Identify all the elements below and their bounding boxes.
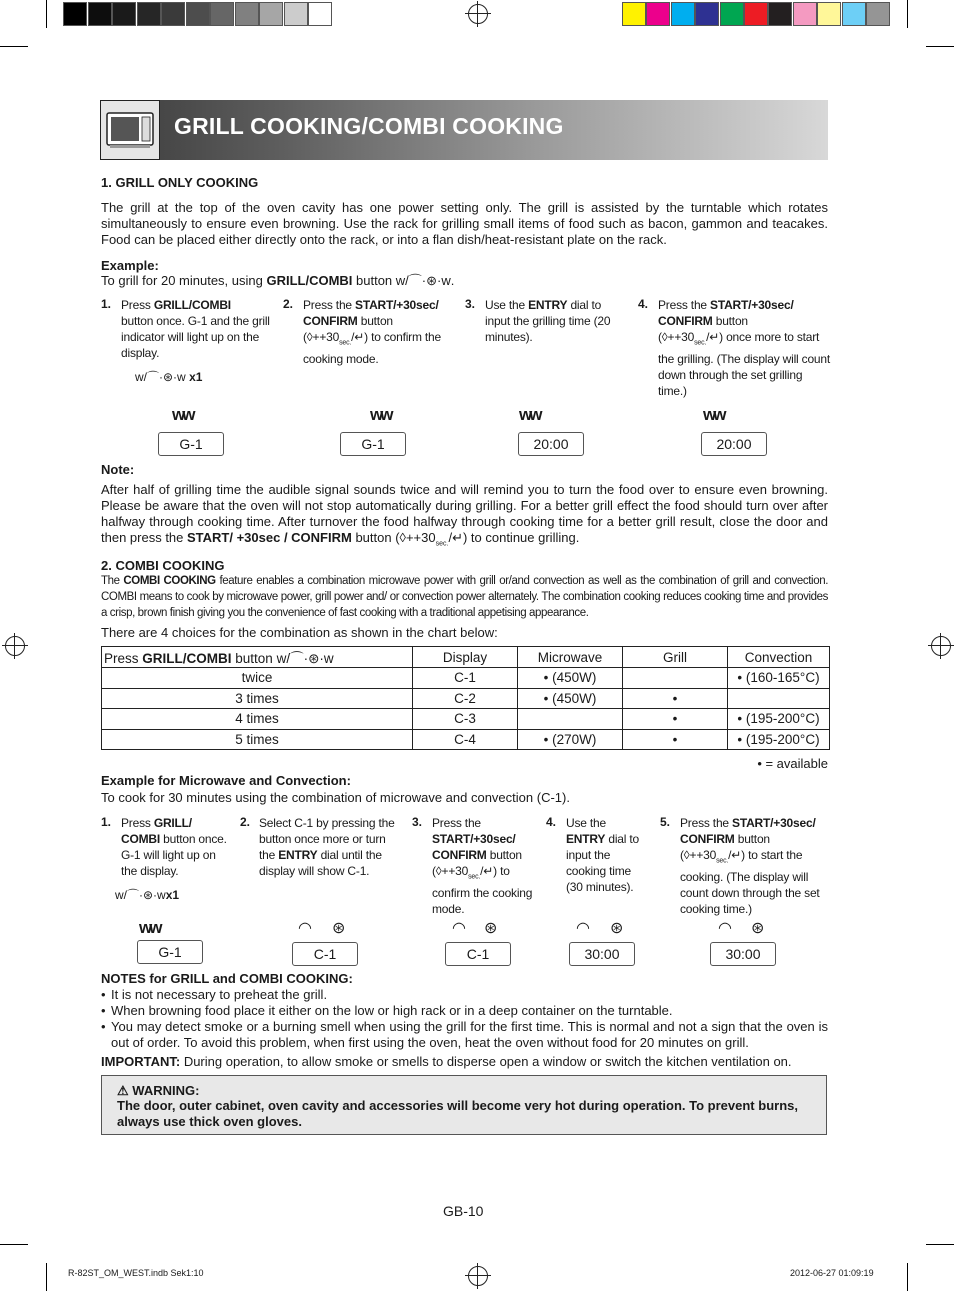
start-button-icon: $◊++30_{sec.}/↵$ xyxy=(435,864,494,881)
list-item: • When browning food place it either on the low or high rack or in a deep container on the turntable. xyxy=(101,1003,673,1018)
combi-step-4: Use the ENTRY dial to input the cooking time (30 minutes). xyxy=(566,816,639,894)
table-cell: • (195-200°C) xyxy=(728,709,830,730)
notes-list xyxy=(101,987,828,1051)
table-cell: 4 times xyxy=(102,709,413,730)
color-swatch xyxy=(866,2,890,26)
table-cell: • (160-165°C) xyxy=(728,668,830,689)
microwave-oven-icon xyxy=(100,100,160,160)
convection-fan-icon: ⊛ xyxy=(610,920,624,937)
color-swatch xyxy=(720,2,744,26)
table-cell: 5 times xyxy=(102,729,413,750)
table-cell: 3 times xyxy=(102,688,413,709)
grill-combi-x1: ᴡ/⌒·⊛·ᴡx1 xyxy=(115,888,180,902)
color-swatch xyxy=(842,2,866,26)
combi-step-1: Press GRILL/ COMBI button once. G-1 will light up on the display. xyxy=(121,816,227,878)
section-banner xyxy=(100,100,828,160)
grill-step-3: Use the ENTRY dial to input the grilling time (20 minutes). xyxy=(485,298,611,344)
example-bold: GRILL/COMBI xyxy=(266,273,353,288)
step-number: 2. xyxy=(283,297,294,311)
note-text: After half of grilling time the audible signal sounds twice and will remind you to turn the food over to ensure even browning. Please be aware that the oven will not stop automatically during grilling. For a better grill effect the food should turn over after halfway through cooking time. After turnover the food halfway through cooking time for a better grill result, close the door and then press the START/ +30sec / CONFIRM button $(◊++30_{sec.}/↵)$ to continue grilling. xyxy=(101,482,828,548)
gray-swatch xyxy=(284,2,308,26)
table-row xyxy=(102,729,830,750)
table-cell: • (450W) xyxy=(518,688,623,709)
table-header-row xyxy=(102,647,830,668)
grill-combi-x1: ᴡ/⌒·⊛·ᴡ x1 xyxy=(135,370,203,384)
table-cell: • (195-200°C) xyxy=(728,729,830,750)
color-swatch xyxy=(744,2,768,26)
print-date: 2012-06-27 01:09:19 xyxy=(790,1268,874,1278)
file-info: R-82ST_OM_WEST.indb Sek1:10 xyxy=(68,1268,204,1278)
section1-intro: The grill at the top of the oven cavity has one power setting only. The grill is assisted by the turntable which rotates simultaneously to ensure even browning. Use the rack for grilling small items of food such as bacon, gammon and teacakes. Food can be placed either directly onto the rack, or into a flan dish/heat-resistant plate on the rack. xyxy=(101,200,828,247)
combi-step-5: Press the START/+30sec/ CONFIRM button $(◊++30_{sec.}/↵)$ to start the cooking. (The display will count down through the set cooking time.) xyxy=(680,816,820,917)
list-item: • You may detect smoke or a burning smell when using the grill for the first time. This is normal and not a sign that the oven is out of order. To avoid this problem, when first using the oven, heat the oven without food for 20 minutes on grill. xyxy=(101,1019,828,1050)
page-number: GB-10 xyxy=(443,1203,484,1219)
start-button-icon: $◊++30_{sec.}/↵$ xyxy=(661,330,720,347)
display-readout: 20:00 xyxy=(701,432,767,456)
grill-combi-symbol-icon: ᴡ/⌒·⊛·ᴡ xyxy=(276,651,334,666)
color-swatch xyxy=(695,2,719,26)
display-readout: 30:00 xyxy=(569,942,635,966)
table-cell: • xyxy=(623,709,728,730)
gray-swatch xyxy=(88,2,112,26)
color-swatch xyxy=(768,2,792,26)
table-header-cell: Convection xyxy=(728,647,830,668)
step-number: 1. xyxy=(101,297,112,311)
table-row xyxy=(102,688,830,709)
page-title: GRILL COOKING/COMBI COOKING xyxy=(174,113,564,139)
microwave-icon: ◠ xyxy=(718,920,732,937)
gray-swatch xyxy=(186,2,210,26)
gray-swatch xyxy=(308,2,332,26)
registration-mark-left xyxy=(5,636,25,656)
example-text-b: button xyxy=(352,273,396,288)
table-header-cell: Grill xyxy=(623,647,728,668)
microwave-icon: ◠ xyxy=(576,920,590,937)
gray-swatch xyxy=(137,2,161,26)
example-line xyxy=(101,273,454,289)
grill-icon: ᴡᴡ xyxy=(370,405,391,424)
table-legend: • = available xyxy=(757,756,828,771)
warning-text: The door, outer cabinet, oven cavity and accessories will become very hot during operation. To prevent burns, always use thick oven gloves. xyxy=(117,1098,798,1129)
display-readout: G-1 xyxy=(137,940,203,964)
section1-heading: 1. GRILL ONLY COOKING xyxy=(101,175,259,190)
gray-swatch xyxy=(235,2,259,26)
warning-box xyxy=(101,1075,827,1135)
section2-heading: 2. COMBI COOKING xyxy=(101,558,225,573)
gray-swatch xyxy=(112,2,136,26)
table-cell: C-1 xyxy=(413,668,518,689)
display-readout: G-1 xyxy=(158,432,224,456)
display-readout: C-1 xyxy=(292,942,358,966)
step-number: 4. xyxy=(546,815,557,829)
table-cell: • (270W) xyxy=(518,729,623,750)
microwave-icon: ◠ xyxy=(452,920,466,937)
registration-mark-right xyxy=(931,636,951,656)
start-button-icon: $◊++30_{sec.}/↵$ xyxy=(306,330,365,347)
combi-example-label: Example for Microwave and Convection: xyxy=(101,773,351,788)
convection-fan-icon: ⊛ xyxy=(751,920,765,937)
table-cell xyxy=(728,688,830,709)
list-item: • It is not necessary to preheat the grill. xyxy=(101,987,328,1002)
gray-swatch xyxy=(210,2,234,26)
example-text: To grill for 20 minutes, using xyxy=(101,273,267,288)
notes-heading: NOTES for GRILL and COMBI COOKING: xyxy=(101,971,353,986)
convection-fan-icon: ⊛ xyxy=(484,920,498,937)
microwave-icon: ◠ xyxy=(298,920,312,937)
gray-swatch xyxy=(63,2,87,26)
important-note: IMPORTANT: During operation, to allow smoke or smells to disperse open a window or switch the kitchen ventilation on. xyxy=(101,1054,792,1069)
table-cell: • xyxy=(623,729,728,750)
table-cell: C-3 xyxy=(413,709,518,730)
section2-intro: The COMBI COOKING feature enables a combination microwave power with grill or/and convection as well as the combination of grill and convection. COMBI means to cook by microwave power, grill power and/ or convection power alternately. The combination cooking reduces cooking time and provides a crisp, brown finish giving you the convenience of fast cooking with a traditional appetising appearance. xyxy=(101,575,828,619)
combi-step-2: Select C-1 by pressing the button once more or turn the ENTRY dial until the display will show C-1. xyxy=(259,816,395,878)
color-swatch xyxy=(646,2,670,26)
grill-combi-symbol-icon: ᴡ/⌒·⊛·ᴡ. xyxy=(395,273,455,288)
table-header-cell: Display xyxy=(413,647,518,668)
color-swatch xyxy=(793,2,817,26)
gray-swatch xyxy=(259,2,283,26)
step-number: 1. xyxy=(101,815,112,829)
table-cell: • (450W) xyxy=(518,668,623,689)
grill-icon: ᴡᴡ xyxy=(703,405,724,424)
color-swatch xyxy=(671,2,695,26)
table-cell xyxy=(623,668,728,689)
note-label: Note: xyxy=(101,462,135,477)
table-header-cell: Microwave xyxy=(518,647,623,668)
step-number: 2. xyxy=(240,815,251,829)
step-number: 3. xyxy=(412,815,423,829)
table-cell xyxy=(518,709,623,730)
step-number: 4. xyxy=(638,297,649,311)
table-cell: C-4 xyxy=(413,729,518,750)
choices-text: There are 4 choices for the combination as shown in the chart below: xyxy=(101,625,498,640)
grill-icon: ᴡᴡ xyxy=(172,405,193,424)
grill-step-2: Press the START/+30sec/ CONFIRM button $(◊++30_{sec.}/↵)$ to confirm the cooking mode. xyxy=(303,298,441,367)
registration-mark-bottom xyxy=(468,1266,488,1286)
color-swatch xyxy=(817,2,841,26)
gray-swatch xyxy=(161,2,185,26)
grill-step-4: Press the START/+30sec/ CONFIRM button $(◊++30_{sec.}/↵)$ once more to start the grilling. (The display will count down through the set grilling time.) xyxy=(658,298,831,399)
grill-step-1: Press GRILL/COMBI button once. G-1 and the grill indicator will light up on the display. xyxy=(121,298,270,360)
start-button-icon: $◊++30_{sec.}/↵$ xyxy=(399,530,463,548)
warning-heading: ⚠ WARNING: xyxy=(117,1083,200,1098)
display-readout: G-1 xyxy=(340,432,406,456)
color-swatch xyxy=(622,2,646,26)
start-button-icon: $◊++30_{sec.}/↵$ xyxy=(683,848,742,865)
step-number: 5. xyxy=(660,815,671,829)
convection-fan-icon: ⊛ xyxy=(332,920,346,937)
table-row xyxy=(102,668,830,689)
grill-icon: ᴡᴡ xyxy=(519,405,540,424)
display-readout: 30:00 xyxy=(710,942,776,966)
table-cell: twice xyxy=(102,668,413,689)
table-cell: C-2 xyxy=(413,688,518,709)
warning-triangle-icon: ⚠ xyxy=(117,1083,129,1098)
combi-chart-table xyxy=(101,646,830,750)
combi-step-3: Press the START/+30sec/ CONFIRM button $(◊++30_{sec.}/↵)$ to confirm the cooking mode. xyxy=(432,816,533,917)
registration-mark-top xyxy=(468,4,488,24)
display-readout: 20:00 xyxy=(518,432,584,456)
combi-example-text: To cook for 30 minutes using the combination of microwave and convection (C-1). xyxy=(101,790,570,805)
table-cell: • xyxy=(623,688,728,709)
step-number: 3. xyxy=(465,297,476,311)
grill-icon: ᴡᴡ xyxy=(139,918,160,937)
example-label: Example: xyxy=(101,258,159,273)
table-header-cell: Press GRILL/COMBI button ᴡ/⌒·⊛·ᴡ xyxy=(102,647,413,668)
table-row xyxy=(102,709,830,730)
display-readout: C-1 xyxy=(445,942,511,966)
